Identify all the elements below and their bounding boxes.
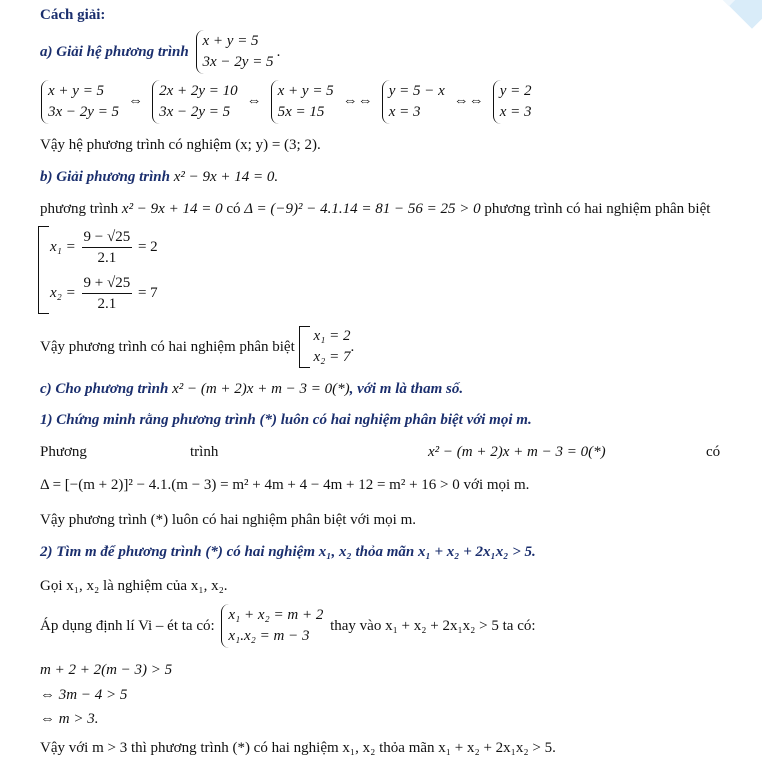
vieta-system: x₁ + x₂ = m + 2 x₁.x₂ = m − 3 <box>221 604 323 648</box>
q1-delta: Δ = [−(m + 2)]² − 4.1.(m − 3) = m² + 4m + 4 − 4m + 12 = m² + 16 > 0 với mọi m. <box>40 477 530 493</box>
step-system-4: y = 5 − x x = 3 <box>382 80 445 124</box>
part-b-title-row <box>40 168 278 186</box>
equivalence-arrow: ⇔ <box>128 93 144 110</box>
root-x2: x₂ = $\frac{9 + √25}{2.1}$ = 7 <box>50 275 158 312</box>
part-b-equation: x² − 9x + 14 = 0. <box>173 169 279 185</box>
part-b-conclusion: Vậy phương trình có hai nghiệm phân biệt x₁ = 2 x₂ = 7 . <box>40 326 354 368</box>
q2-step-3: ⇔ m > 3. <box>40 711 99 727</box>
question-1-title: 1) Chứng minh rằng phương trình (*) luôn có hai nghiệm phân biệt với mọi m. <box>40 412 532 428</box>
system-line-2: 3x − 2y = 5 <box>202 54 274 70</box>
corner-decoration <box>692 0 762 34</box>
step-system-2: 2x + 2y = 10 3x − 2y = 5 <box>152 80 238 124</box>
part-a-title-row: a) Giải hệ phương trình x + y = 5 3x − 2y = 5 . <box>40 30 280 74</box>
part-b-title: b) Giải phương trình <box>40 169 170 185</box>
step-system-3: x + y = 5 5x = 15 <box>271 80 334 124</box>
part-a-system <box>196 30 274 74</box>
root-x1: x₁ = $\frac{9 - √25}{2.1}$ = 2 <box>50 229 158 266</box>
q1-word-phuong: Phương <box>40 444 87 460</box>
part-a-title: a) Giải hệ phương trình <box>40 44 189 60</box>
q2-step-1: m + 2 + 2(m − 3) > 5 <box>40 662 173 678</box>
part-b-delta-line: phương trình x² − 9x + 14 = 0 có Δ = (−9)² − 4.1.14 = 81 − 56 = 25 > 0 phương trình có hai nghiệm phân biệt <box>40 201 711 217</box>
vieta-line: Áp dụng định lí Vi – ét ta có: x₁ + x₂ = m + 2 x₁.x₂ = m − 3 thay vào x₁ + x₂ + 2x₁x₂ > 5 ta có: <box>40 604 536 648</box>
q1-word-co: có <box>706 444 721 460</box>
equivalence-arrow: ⇔⇔ <box>342 93 373 110</box>
part-c-title: c) Cho phương trình <box>40 381 169 397</box>
q1-conclusion: Vậy phương trình (*) luôn có hai nghiệm phân biệt với mọi m. <box>40 512 417 528</box>
step-system-1: x + y = 5 3x − 2y = 5 <box>41 80 119 124</box>
root-1: x₁ = 2 <box>313 328 351 344</box>
q1-word-trinh: trình <box>190 444 219 460</box>
q1-equation: x² − (m + 2)x + m − 3 = 0(*) <box>428 444 606 460</box>
equivalence-arrow: ⇔⇔ <box>453 93 484 110</box>
part-c-title-row: c) Cho phương trình x² − (m + 2)x + m − 3 = 0(*), với m là tham số. <box>40 381 464 397</box>
q2-intro: Gọi x₁, x₂ là nghiệm của x₁, x₂. <box>40 578 228 594</box>
part-a-steps <box>38 80 535 124</box>
question-2-title: 2) Tìm m để phương trình (*) có hai nghiệm x₁, x₂ thỏa mãn x₁ + x₂ + 2x₁x₂ > 5. <box>40 544 536 560</box>
equivalence-arrow: ⇔ <box>246 93 262 110</box>
root-2: x₂ = 7 <box>313 349 351 365</box>
final-conclusion: Vậy với m > 3 thì phương trình (*) có hai nghiệm x₁, x₂ thỏa mãn x₁ + x₂ + 2x₁x₂ > 5. <box>40 740 556 756</box>
step-system-5: y = 2 x = 3 <box>493 80 532 124</box>
q2-step-2: ⇔ 3m − 4 > 5 <box>40 687 128 703</box>
system-line-1: x + y = 5 <box>202 33 259 49</box>
solution-heading: Cách giải: <box>40 7 106 23</box>
part-a-conclusion: Vậy hệ phương trình có nghiệm (x; y) = (3; 2). <box>40 137 321 153</box>
delta-expression: Δ = (−9)² − 4.1.14 = 81 − 56 = 25 > 0 <box>244 201 481 217</box>
